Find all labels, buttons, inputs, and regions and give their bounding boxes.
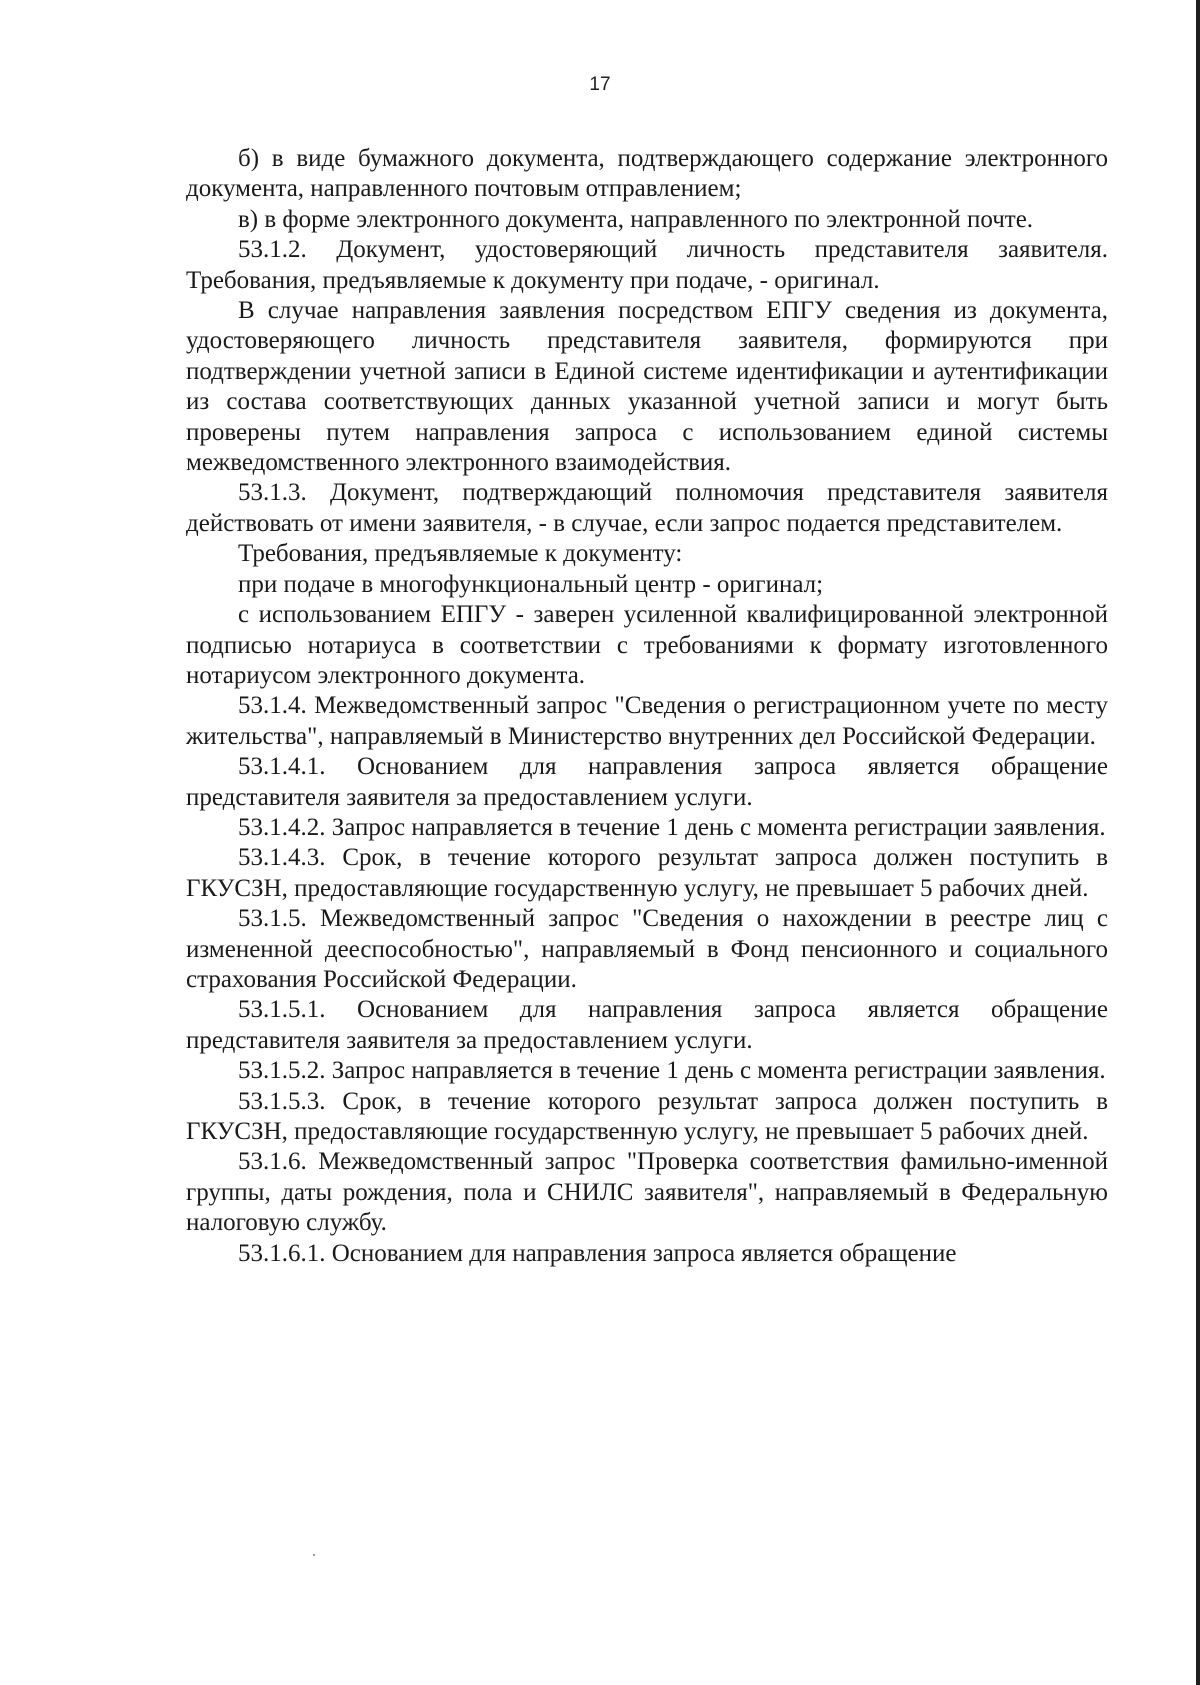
paragraph-53-1-5-1: 53.1.5.1. Основанием для направления запроса является обращение представителя заявителя за предоставлением услуги. (186, 996, 1108, 1054)
paragraph-epgu-identity: В случае направления заявления посредством ЕПГУ сведения из документа, удостоверяющего личность представителя заявителя, формируются при подтверждении учетной записи в Единой системе идентификации и аутентификации из состава соответствующих данных указанной учетной записи и могут быть проверены путем направления запроса с использованием единой системы межведомственного электронного взаимодействия. (186, 297, 1108, 477)
paragraph-53-1-4: 53.1.4. Межведомственный запрос "Сведения о регистрационном учете по месту жительства", направляемый в Министерство внутренних дел Российской Федерации. (186, 692, 1108, 750)
paragraph-requirements: Требования, предъявляемые к документу: (238, 540, 683, 568)
paragraph-53-1-2: 53.1.2. Документ, удостоверяющий личность представителя заявителя. Требования, предъявляемые к документу при подаче, - оригинал. (186, 236, 1108, 294)
paragraph-53-1-4-1: 53.1.4.1. Основанием для направления запроса является обращение представителя заявителя за предоставлением услуги. (186, 753, 1108, 811)
scan-artifact-dot (313, 1554, 315, 1556)
paragraph-53-1-4-3: 53.1.4.3. Срок, в течение которого результат запроса должен поступить в ГКУСЗН, предоставляющие государственную услугу, не превышает 5 рабочих дней. (186, 844, 1108, 902)
paragraph-53-1-5-2: 53.1.5.2. Запрос направляется в течение 1 день с момента регистрации заявления. (238, 1057, 1106, 1085)
paragraph-v-electronic-email: в) в форме электронного документа, направленного по электронной почте. (238, 205, 1034, 233)
scan-right-edge (1196, 0, 1200, 1685)
paragraph-53-1-6-1: 53.1.6.1. Основанием для направления запроса является обращение (238, 1239, 957, 1267)
paragraph-53-1-6: 53.1.6. Межведомственный запрос "Проверка соответствия фамильно-именной группы, даты рождения, пола и СНИЛС заявителя", направляемый в Федеральную налоговую службу. (186, 1148, 1108, 1237)
paragraph-mfc-original: при подаче в многофункциональный центр - оригинал; (238, 570, 824, 598)
document-body (186, 144, 1108, 1269)
paragraph-epgu-notary: с использованием ЕПГУ - заверен усиленной квалифицированной электронной подписью нотариуса в соответствии с требованиями к формату изготовленного нотариусом электронного документа. (186, 601, 1108, 689)
paragraph-53-1-5-3: 53.1.5.3. Срок, в течение которого результат запроса должен поступить в ГКУСЗН, предоставляющие государственную услугу, не превышает 5 рабочих дней. (186, 1087, 1108, 1145)
paragraph-b-paper-document: б) в виде бумажного документа, подтверждающего содержание электронного документа, направленного почтовым отправлением; (186, 145, 1108, 203)
paragraph-53-1-5: 53.1.5. Межведомственный запрос "Сведения о нахождении в реестре лиц с измененной дееспособностью", направляемый в Фонд пенсионного и социального страхования Российской Федерации. (186, 905, 1108, 993)
page-number: 17 (589, 74, 611, 95)
paragraph-53-1-4-2: 53.1.4.2. Запрос направляется в течение 1 день с момента регистрации заявления. (238, 813, 1106, 841)
paragraph-53-1-3: 53.1.3. Документ, подтверждающий полномочия представителя заявителя действовать от имени заявителя, - в случае, если запрос подается представителем. (186, 479, 1108, 537)
